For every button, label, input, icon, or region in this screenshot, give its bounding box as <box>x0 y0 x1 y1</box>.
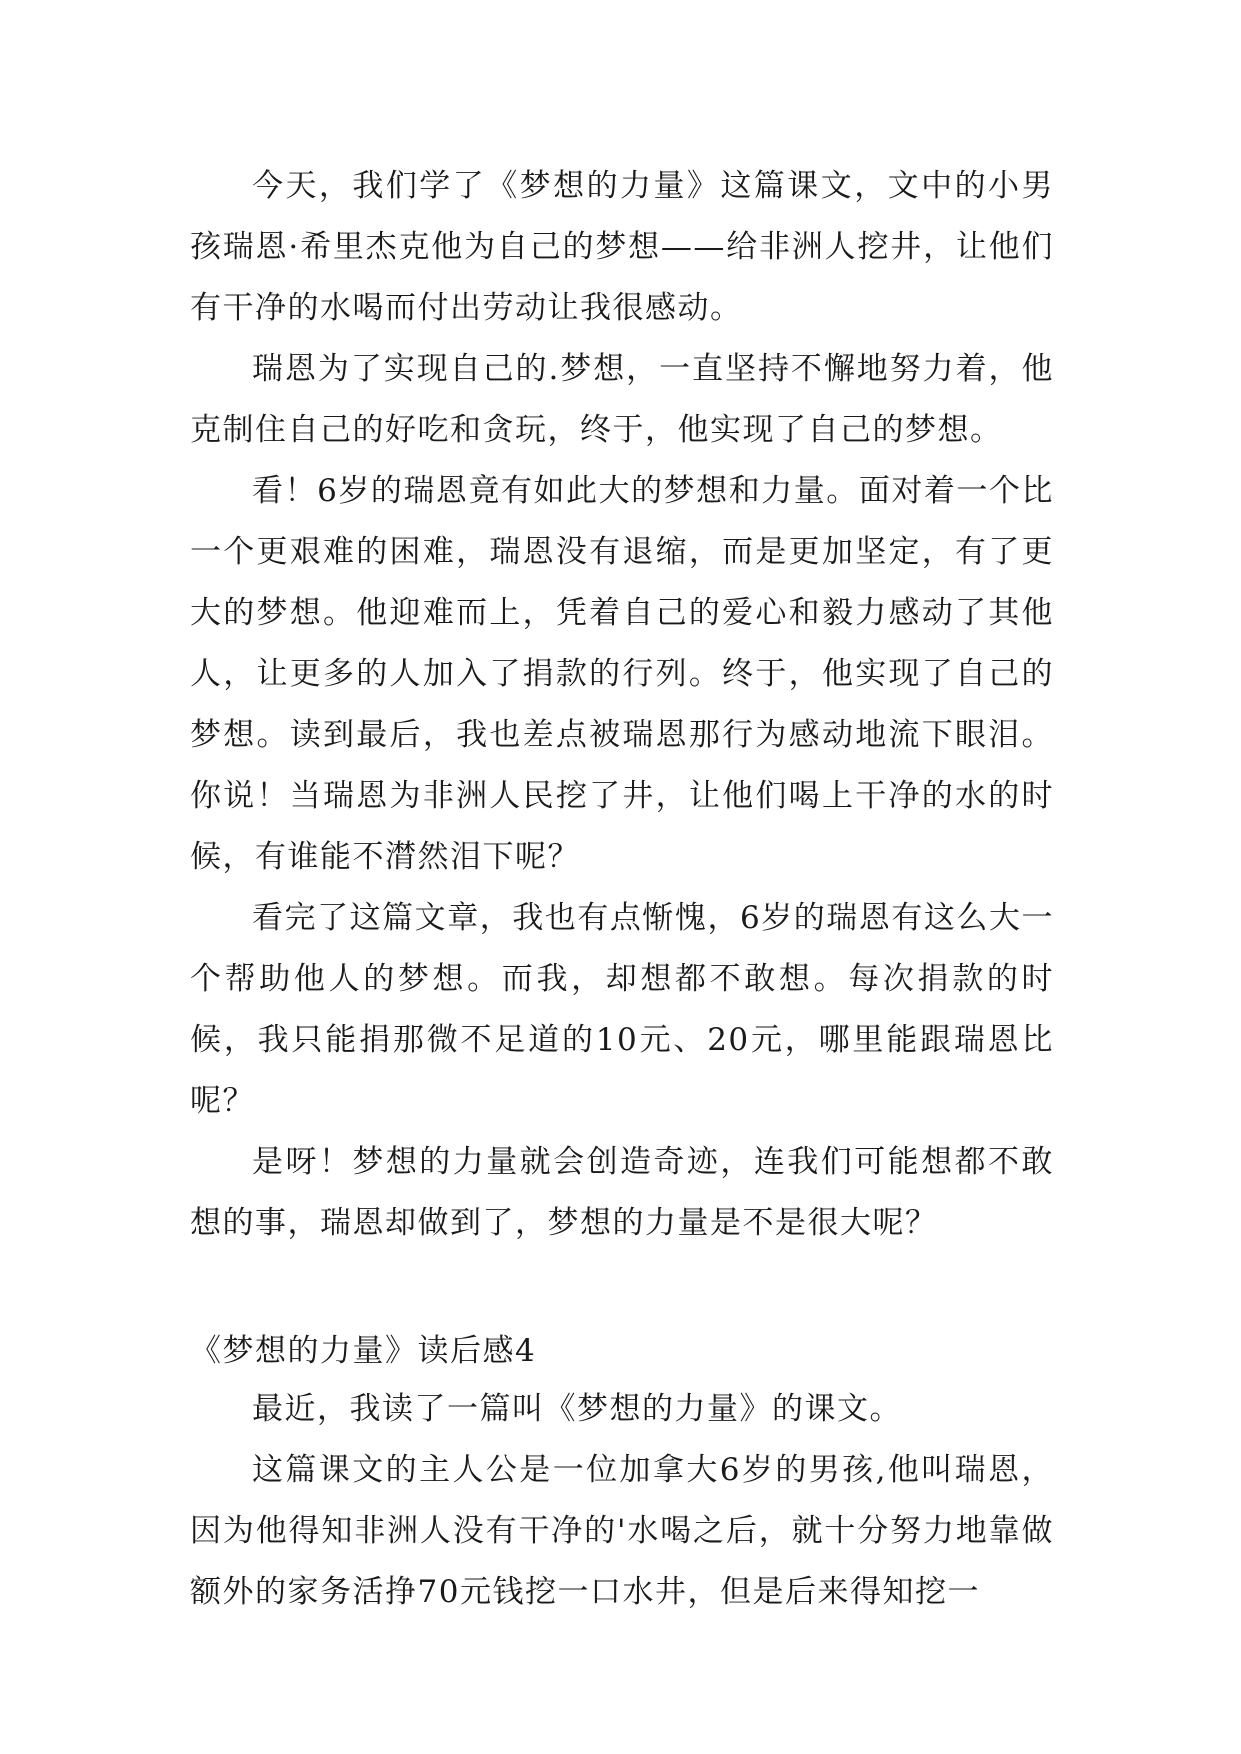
paragraph: 看！6岁的瑞恩竟有如此大的梦想和力量。面对着一个比一个更艰难的困难，瑞恩没有退缩，而是更加坚定，有了更大的梦想。他迎难而上，凭着自己的爱心和毅力感动了其他人，让更多的人加入了捐款的行列。终于，他实现了自己的梦想。读到最后，我也差点被瑞恩那行为感动地流下眼泪。你说！当瑞恩为非洲人民挖了井，让他们喝上干净的水的时候，有谁能不潸然泪下呢？ <box>190 473 1054 875</box>
paragraph: 瑞恩为了实现自己的.梦想，一直坚持不懈地努力着，他克制住自己的好吃和贪玩，终于，他实现了自己的梦想。 <box>190 351 1054 448</box>
paragraph: 今天，我们学了《梦想的力量》这篇课文，文中的小男孩瑞恩·希里杰克他为自己的梦想——给非洲人挖井，让他们有干净的水喝而付出劳动让我很感动。 <box>190 168 1054 326</box>
document-body <box>190 156 1054 1623</box>
paragraph: 这篇课文的主人公是一位加拿大6岁的男孩,他叫瑞恩，因为他得知非洲人没有干净的'水喝之后，就十分努力地靠做额外的家务活挣70元钱挖一口水井，但是后来得知挖一 <box>190 1452 1054 1610</box>
paragraph: 最近，我读了一篇叫《梦想的力量》的课文。 <box>252 1391 902 1427</box>
section-heading: 《梦想的力量》读后感4 <box>190 1333 537 1369</box>
paragraph: 是呀！梦想的力量就会创造奇迹，连我们可能想都不敢想的事，瑞恩却做到了，梦想的力量是不是很大呢？ <box>190 1144 1054 1241</box>
paragraph: 看完了这篇文章，我也有点惭愧，6岁的瑞恩有这么大一个帮助他人的梦想。而我，却想都不敢想。每次捐款的时候，我只能捐那微不足道的10元、20元，哪里能跟瑞恩比呢？ <box>190 900 1054 1119</box>
